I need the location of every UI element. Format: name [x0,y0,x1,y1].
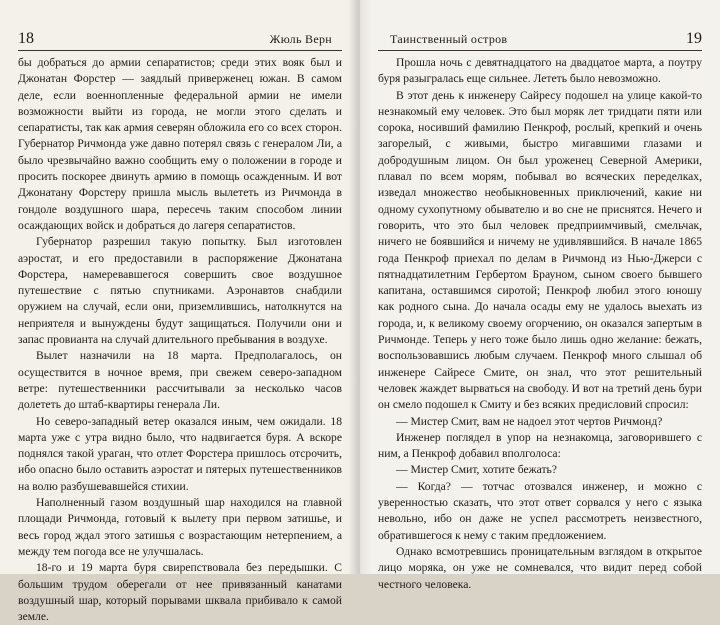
right-page [360,0,720,591]
left-page-header [18,30,342,50]
paragraph: 18-го и 19 марта буря свирепствовала без передышки. С большим трудом оберегали от нее привязанный канатами воздушный шар, который порывами шквала прибивало к самой земле. [18,561,342,624]
left-page [0,0,360,624]
paragraph: бы добраться до армии сепаратистов; среди этих вояк был и Джонатан Форстер — заядлый приверженец южан. В самом деле, если военнопленные федеральной армии не имели возможности выйти из города, не могли этого сделать и сепаратисты, так как армия северян обложила его со всех сторон. Губернатор Ричмонда уже давно потерял связь с генералом Ли, а было чрезвычайно важно сообщить ему о положении в городе и просить поскорее двинуть армию в помощь осажденным. И вот Джонатану Форстеру пришла мысль вылететь из Ричмонда в гондоле воздушного шара, пересечь таким способом линии осаждающих войск и добраться до лагеря сепаратистов. [18,56,342,232]
page-number: 18 [18,30,34,47]
paragraph: В этот день к инженеру Сайресу подошел на улице какой-то незнакомый ему человек. Это был моряк лет тридцати пяти или сорока, носивший фамилию Пенкроф, рослый, крепкий и очень загорелый, с живыми, быстро мигавшими глазами и добродушным лицом. Он был уроженец Северной Америки, плавал по всем морям, побывал во всяческих переделках, изведал множество необыкновенных приключений, какие ни одному сухопутному обывателю и во сне не приснятся. Нечего и говорить, что это был человек предприимчивый, смельчак, ничего не боявшийся и ничему не удивлявшийся. В начале 1865 года Пенкроф приехал по делам в Ричмонд из Нью-Джерси с пятнадцатилетним Гербертом Брауном, сыном своего бывшего капитана, оставшимся сиротой; Пенкроф любил этого юношу как родного сына. До начала осады ему не удалось выехать из города, и, к великому своему огорчению, он оказался запертым в Ричмонде. Теперь у него тоже было лишь одно желание: бежать, воспользовавшись любым случаем. Пенкроф много слышал об инженере Сайресе Смите, он знал, что этот решительный человек жаждет вырваться на свободу. И вот на третий день бури он смело подошел к Смиту и без всяких предисловий спросил: [378,88,702,412]
header-rule [378,50,702,51]
left-page-text [18,55,342,625]
right-page-text [378,55,702,593]
paragraph: Вылет назначили на 18 марта. Предполагалось, он осуществится в ночное время, при свежем северо-западном ветре: путешественники рассчитывали за несколько часов долететь до штаб-квартиры генерала Ли. [18,349,342,412]
running-head-title: Таинственный остров [390,32,508,46]
paragraph: Инженер поглядел в упор на незнакомца, заговорившего с ним, а Пенкроф добавил вполголоса: [378,430,702,461]
paragraph: Однако всмотревшись проницательным взглядом в открытое лицо моряка, он уже не сомневался, что видит перед собой честного человека. [378,544,702,591]
paragraph: Губернатор разрешил такую попытку. Был изготовлен аэростат, и его предоставили в распоряжение Джонатана Форстера, намеревавшегося совершить свое воздушное путешествие с пятью спутниками. Аэронавтов снабдили оружием на случай, если они, приземлившись, натолкнутся на неприятеля и вынуждены будут защищаться. Получили они и запас провианта на случай длительного пребывания в воздухе. [18,235,342,347]
running-head-author: Жюль Верн [269,32,332,46]
paragraph: Прошла ночь с девятнадцатого на двадцатое марта, а поутру буря разыгралась еще сильнее. Лететь было невозможно. [378,56,702,86]
paragraph: Но северо-западный ветер оказался иным, чем ожидали. 18 марта уже с утра видно было, что надвигается буря. А вскоре поднялся такой ураган, что отлет Форстера пришлось отсрочить, ибо опасно было оставить аэростат и пятерых путешественников на волю разбушевавшейся стихии. [18,414,342,493]
paragraph: Наполненный газом воздушный шар находился на главной площади Ричмонда, готовый к вылету при первом затишье, и весь город ждал этого затишья с возрастающим нетерпением, а между тем погода все не улучшалась. [18,496,342,558]
page-number: 19 [686,30,702,47]
paragraph: — Мистер Смит, вам не надоел этот чертов Ричмонд? [396,414,663,428]
paragraph: — Когда? — тотчас отозвался инженер, и можно с уверенностью сказать, что этот ответ сорвался у него с языка невольно, ибо он даже не успел рассмотреть неизвестного, обратившегося к нему с таким предложением. [378,479,702,542]
right-page-header [378,30,702,50]
paragraph: — Мистер Смит, хотите бежать? [396,463,557,477]
header-rule [18,50,342,51]
